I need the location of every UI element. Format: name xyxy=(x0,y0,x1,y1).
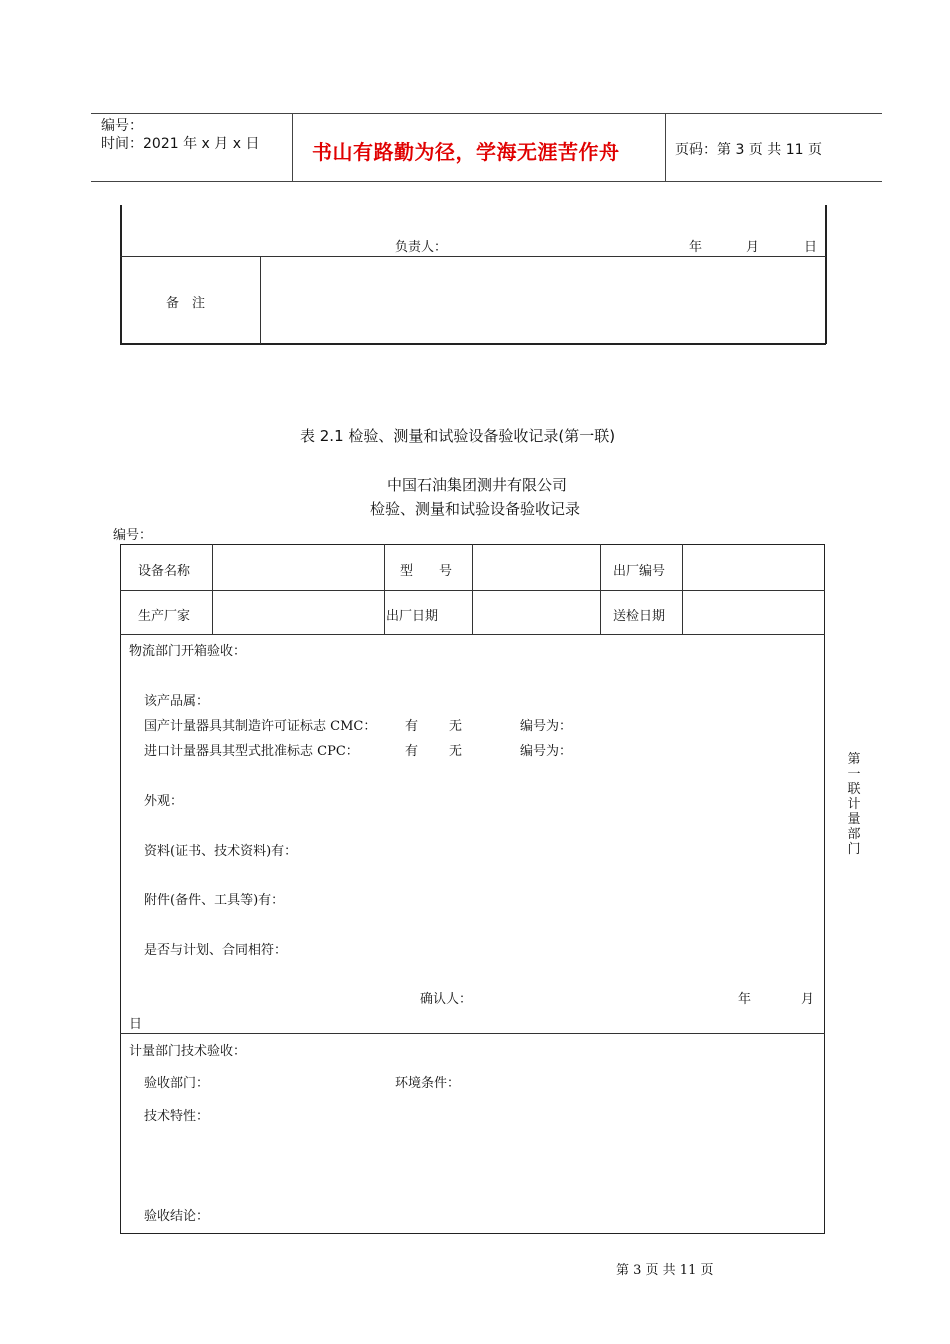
header-top-rule xyxy=(91,113,882,114)
appearance-label: 外观： xyxy=(144,794,184,809)
header-divider-right xyxy=(665,113,666,181)
cmc-have: 有 xyxy=(405,719,419,734)
responsible-label: 负责人： xyxy=(395,240,448,255)
grid-row2-rule xyxy=(120,634,825,635)
factory-date-label: 出厂日期 xyxy=(386,609,439,624)
remarks-label: 备 注 xyxy=(166,296,206,311)
side-note-first-copy: 第一联计量部门 xyxy=(847,752,861,857)
metrology-heading: 计量部门技术验收： xyxy=(129,1044,247,1059)
cmc-label: 国产计量器具其制造许可证标志 CMC： xyxy=(144,719,377,734)
grid-col1 xyxy=(212,544,213,634)
grid-col3 xyxy=(472,544,473,634)
device-name-label: 设备名称 xyxy=(138,564,191,579)
logistics-heading: 物流部门开箱验收： xyxy=(129,644,247,659)
header-bottom-rule xyxy=(91,181,882,182)
model-label: 型 号 xyxy=(400,564,453,579)
cmc-none: 无 xyxy=(449,719,463,734)
confirm-month-label: 月 xyxy=(801,992,815,1007)
header-divider-left xyxy=(292,113,293,181)
page-footer: 第 3 页 共 11 页 xyxy=(616,1263,714,1278)
header-motto: 书山有路勤为径，学海无涯苦作舟 xyxy=(312,140,620,164)
cpc-number-label: 编号为： xyxy=(520,744,573,759)
confirm-year-label: 年 xyxy=(738,992,752,1007)
header-time: 时间：2021 年 x 月 x 日 xyxy=(101,136,260,152)
confirm-day-label: 日 xyxy=(129,1017,143,1032)
match-label: 是否与计划、合同相符： xyxy=(144,943,288,958)
manufacturer-label: 生产厂家 xyxy=(138,609,191,624)
top-table-bottom-rule xyxy=(120,343,826,345)
top-month-label: 月 xyxy=(746,240,760,255)
cpc-none: 无 xyxy=(449,744,463,759)
grid-col5 xyxy=(682,544,683,634)
company-name: 中国石油集团测井有限公司 xyxy=(387,476,568,494)
grid-col4 xyxy=(600,544,601,634)
cpc-have: 有 xyxy=(405,744,419,759)
top-year-label: 年 xyxy=(689,240,703,255)
header-page-info: 页码：第 3 页 共 11 页 xyxy=(675,142,822,158)
top-table-remarks-divider xyxy=(260,256,261,344)
accessories-label: 附件(备件、工具等)有： xyxy=(144,893,285,908)
product-belongs-label: 该产品属： xyxy=(144,694,210,709)
form-number-label: 编号： xyxy=(113,528,153,543)
cpc-label: 进口计量器具其型式批准标志 CPC： xyxy=(144,744,359,759)
environment-label: 环境条件： xyxy=(395,1076,461,1091)
cmc-number-label: 编号为： xyxy=(520,719,573,734)
form-title: 检验、测量和试验设备验收记录 xyxy=(370,500,581,518)
top-table-right-border xyxy=(825,205,827,344)
factory-no-label: 出厂编号 xyxy=(613,564,666,579)
header-number-label: 编号： xyxy=(101,118,143,134)
tech-features-label: 技术特性： xyxy=(144,1109,210,1124)
top-table-left-border xyxy=(120,205,122,344)
top-day-label: 日 xyxy=(804,240,818,255)
table-caption: 表 2.1 检验、测量和试验设备验收记录(第一联) xyxy=(300,427,616,445)
documents-label: 资料(证书、技术资料)有： xyxy=(144,844,298,859)
metrology-divider xyxy=(120,1033,825,1034)
grid-col2 xyxy=(384,544,385,634)
acceptance-dept-label: 验收部门： xyxy=(144,1076,210,1091)
top-table-mid-rule xyxy=(120,256,826,257)
send-date-label: 送检日期 xyxy=(613,609,666,624)
confirmer-label: 确认人： xyxy=(420,992,473,1007)
conclusion-label: 验收结论： xyxy=(144,1209,210,1224)
